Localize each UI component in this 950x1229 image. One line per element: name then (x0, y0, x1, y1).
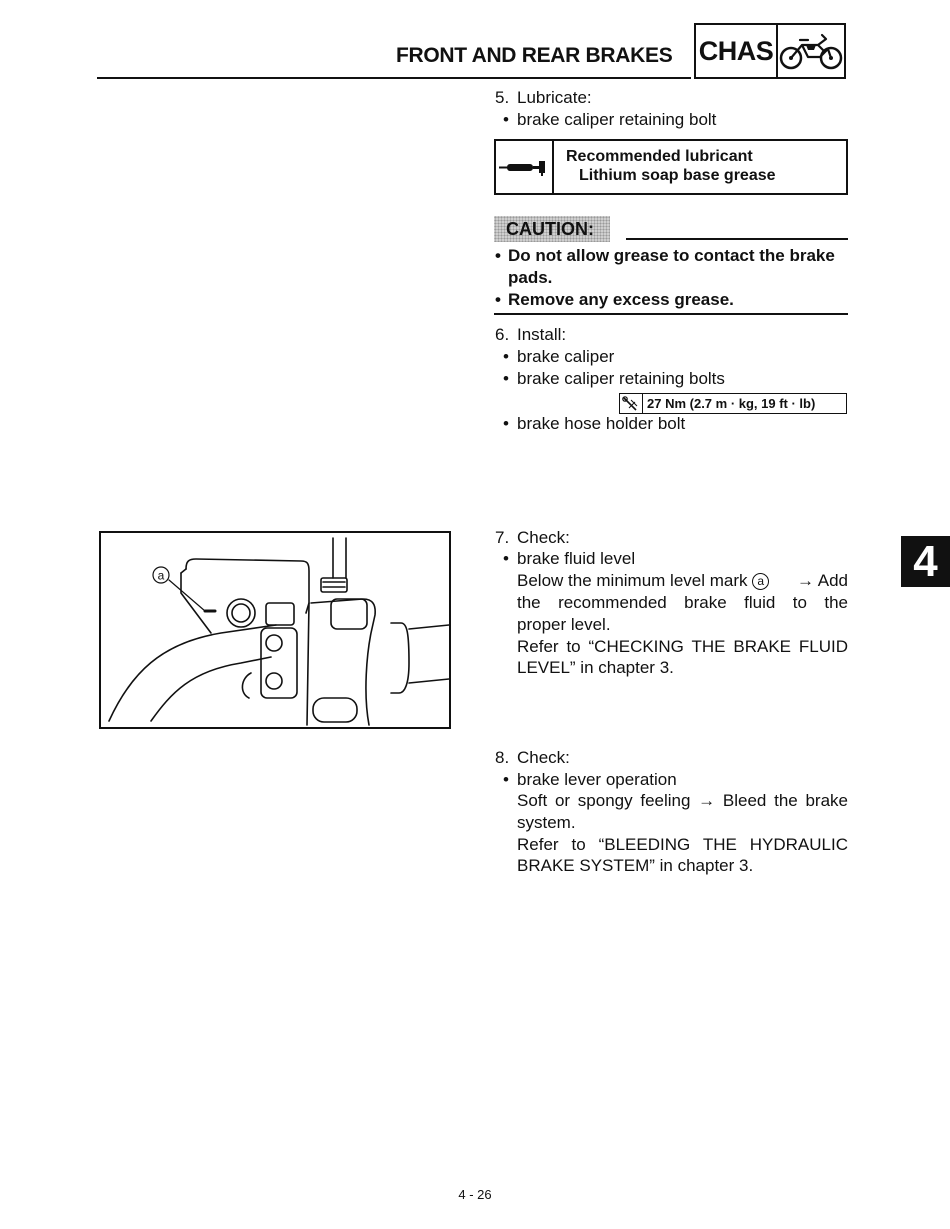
torque-spec-box (619, 393, 847, 414)
step-7-number: 7. (495, 528, 510, 547)
step-7-line-4: Refer to “CHECKING THE BRAKE FLUID (517, 637, 848, 656)
motorcycle-icon (778, 25, 844, 77)
step-7-line-5: LEVEL” in chapter 3. (517, 658, 674, 677)
step-8-label: Check: (517, 748, 570, 767)
step-8-number: 8. (495, 748, 510, 767)
step-7-label: Check: (517, 528, 570, 547)
step-5-bullet-1: brake caliper retaining bolt (517, 110, 717, 129)
caution-item-1-line-2: pads. (508, 268, 553, 287)
bullet: • (503, 549, 509, 568)
lubricant-box (494, 139, 848, 195)
step-8-bullet-1: brake lever operation (517, 770, 677, 789)
section-code: CHAS (696, 25, 778, 77)
step-5-label: Lubricate: (517, 88, 592, 107)
step-7-line-1-a: Below the minimum level mark (517, 571, 748, 590)
step-7-line-1-b: → Add (796, 571, 848, 590)
bullet: • (503, 369, 509, 388)
step-8-line-1: Soft or spongy feeling → Bleed the brake (517, 791, 848, 810)
brake-master-cylinder-figure (99, 531, 451, 729)
step-8-line-4: BRAKE SYSTEM” in chapter 3. (517, 856, 754, 875)
bullet: • (503, 347, 509, 366)
step-8-line-3: Refer to “BLEEDING THE HYDRAULIC (517, 835, 848, 854)
step-8-line-2: system. (517, 813, 576, 832)
chapter-tab: 4 (901, 536, 950, 587)
caution-badge: CAUTION: (494, 216, 610, 242)
step-7-line-2: the recommended brake fluid to the (517, 593, 848, 612)
caution-item-2: Remove any excess grease. (508, 290, 734, 309)
bullet: • (503, 770, 509, 789)
figure-callout: a (157, 568, 165, 583)
lubricant-title: Recommended lubricant (566, 148, 753, 165)
page-number: 4 - 26 (458, 1187, 492, 1202)
bullet: • (495, 290, 501, 309)
grease-gun-icon (496, 141, 554, 193)
step-6-number: 6. (495, 325, 510, 344)
step-7-bullet-1: brake fluid level (517, 549, 636, 568)
caution-item-1-line-1: Do not allow grease to contact the brake (508, 246, 835, 265)
step-5-number: 5. (495, 88, 510, 107)
step-7-line-3: proper level. (517, 615, 611, 634)
step-6-bullet-1: brake caliper (517, 347, 615, 366)
step-6-bullet-3: brake hose holder bolt (517, 414, 686, 433)
page-title: FRONT AND REAR BRAKES (396, 44, 673, 67)
torque-spec: 27 Nm (2.7 m · kg, 19 ft · lb) (647, 396, 816, 411)
caution-rule-bottom (494, 313, 848, 315)
lubricant-value: Lithium soap base grease (579, 167, 776, 184)
step-6-label: Install: (517, 325, 567, 344)
header-rule (97, 77, 691, 79)
bullet: • (503, 110, 509, 129)
bullet: • (495, 246, 501, 265)
step-6-bullet-2: brake caliper retaining bolts (517, 369, 725, 388)
torque-wrench-icon (620, 394, 643, 413)
step-7-line-1 (517, 570, 848, 592)
bullet: • (503, 414, 509, 433)
section-badge (694, 23, 846, 79)
caution-rule-top (626, 238, 848, 240)
level-mark-callout: a (752, 573, 769, 590)
